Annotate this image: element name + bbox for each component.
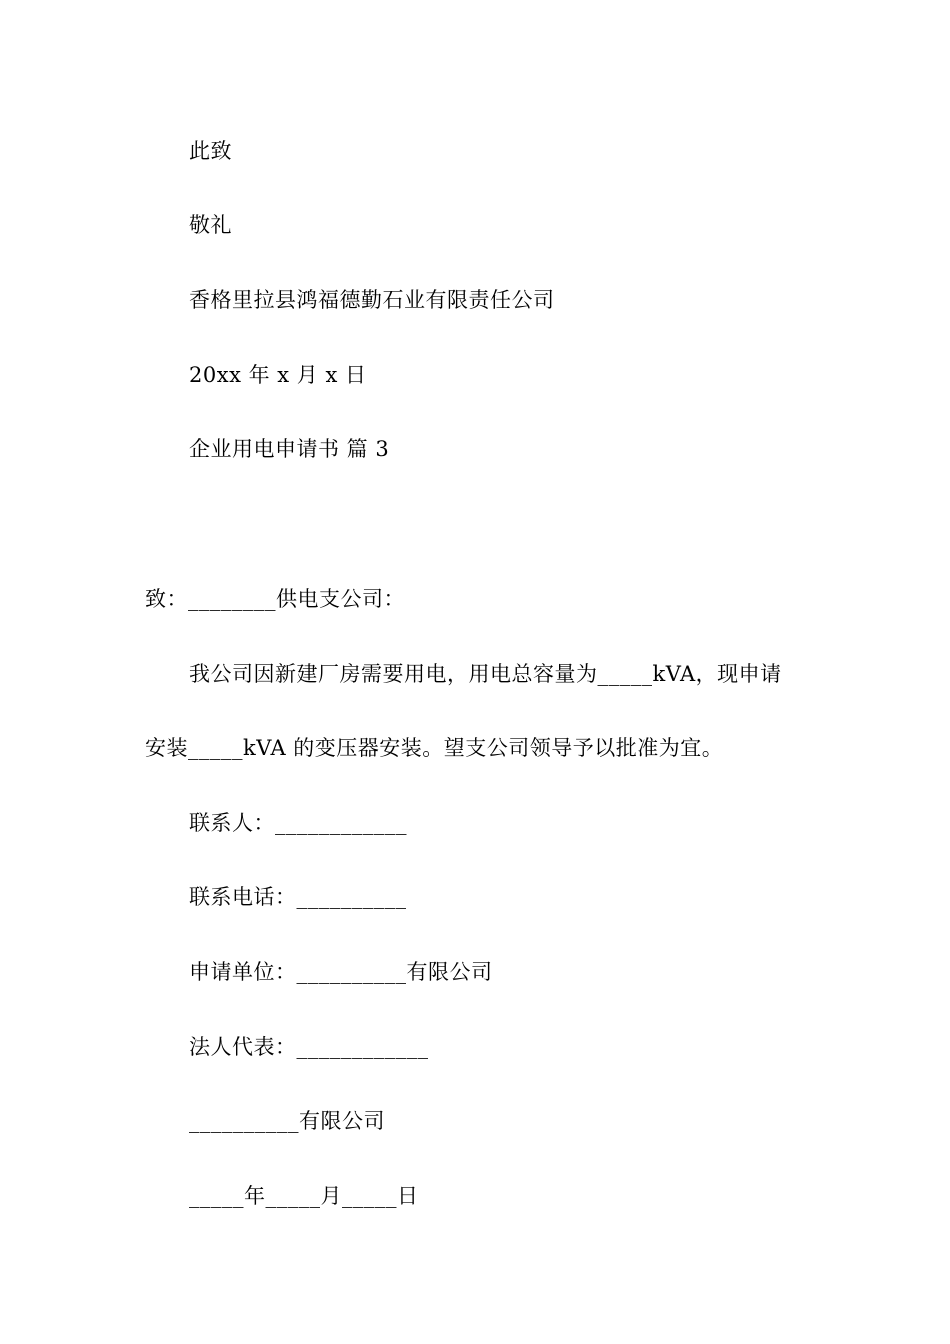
signing-company-line: __________有限公司 — [189, 1109, 385, 1133]
contact-person-line: 联系人：____________ — [189, 811, 407, 835]
company-name: 香格里拉县鸿福德勤石业有限责任公司 — [189, 288, 555, 312]
closing-salutation: 此致 — [189, 139, 232, 163]
contact-phone-line: 联系电话：__________ — [189, 885, 407, 909]
signing-date-line: _____年_____月_____日 — [189, 1184, 419, 1208]
legal-representative-line: 法人代表：____________ — [189, 1035, 429, 1059]
addressee-line: 致：________供电支公司： — [145, 587, 405, 611]
closing-regards: 敬礼 — [189, 213, 232, 237]
body-paragraph-line-2: 安装_____kVA 的变压器安装。望支公司领导予以批准为宜。 — [145, 736, 724, 760]
section-title: 企业用电申请书 篇 3 — [189, 437, 390, 461]
date-line: 20xx 年 x 月 x 日 — [189, 363, 367, 387]
body-paragraph-line-1: 我公司因新建厂房需要用电，用电总容量为_____kVA，现申请 — [189, 662, 782, 686]
applicant-unit-line: 申请单位：__________有限公司 — [189, 960, 493, 984]
